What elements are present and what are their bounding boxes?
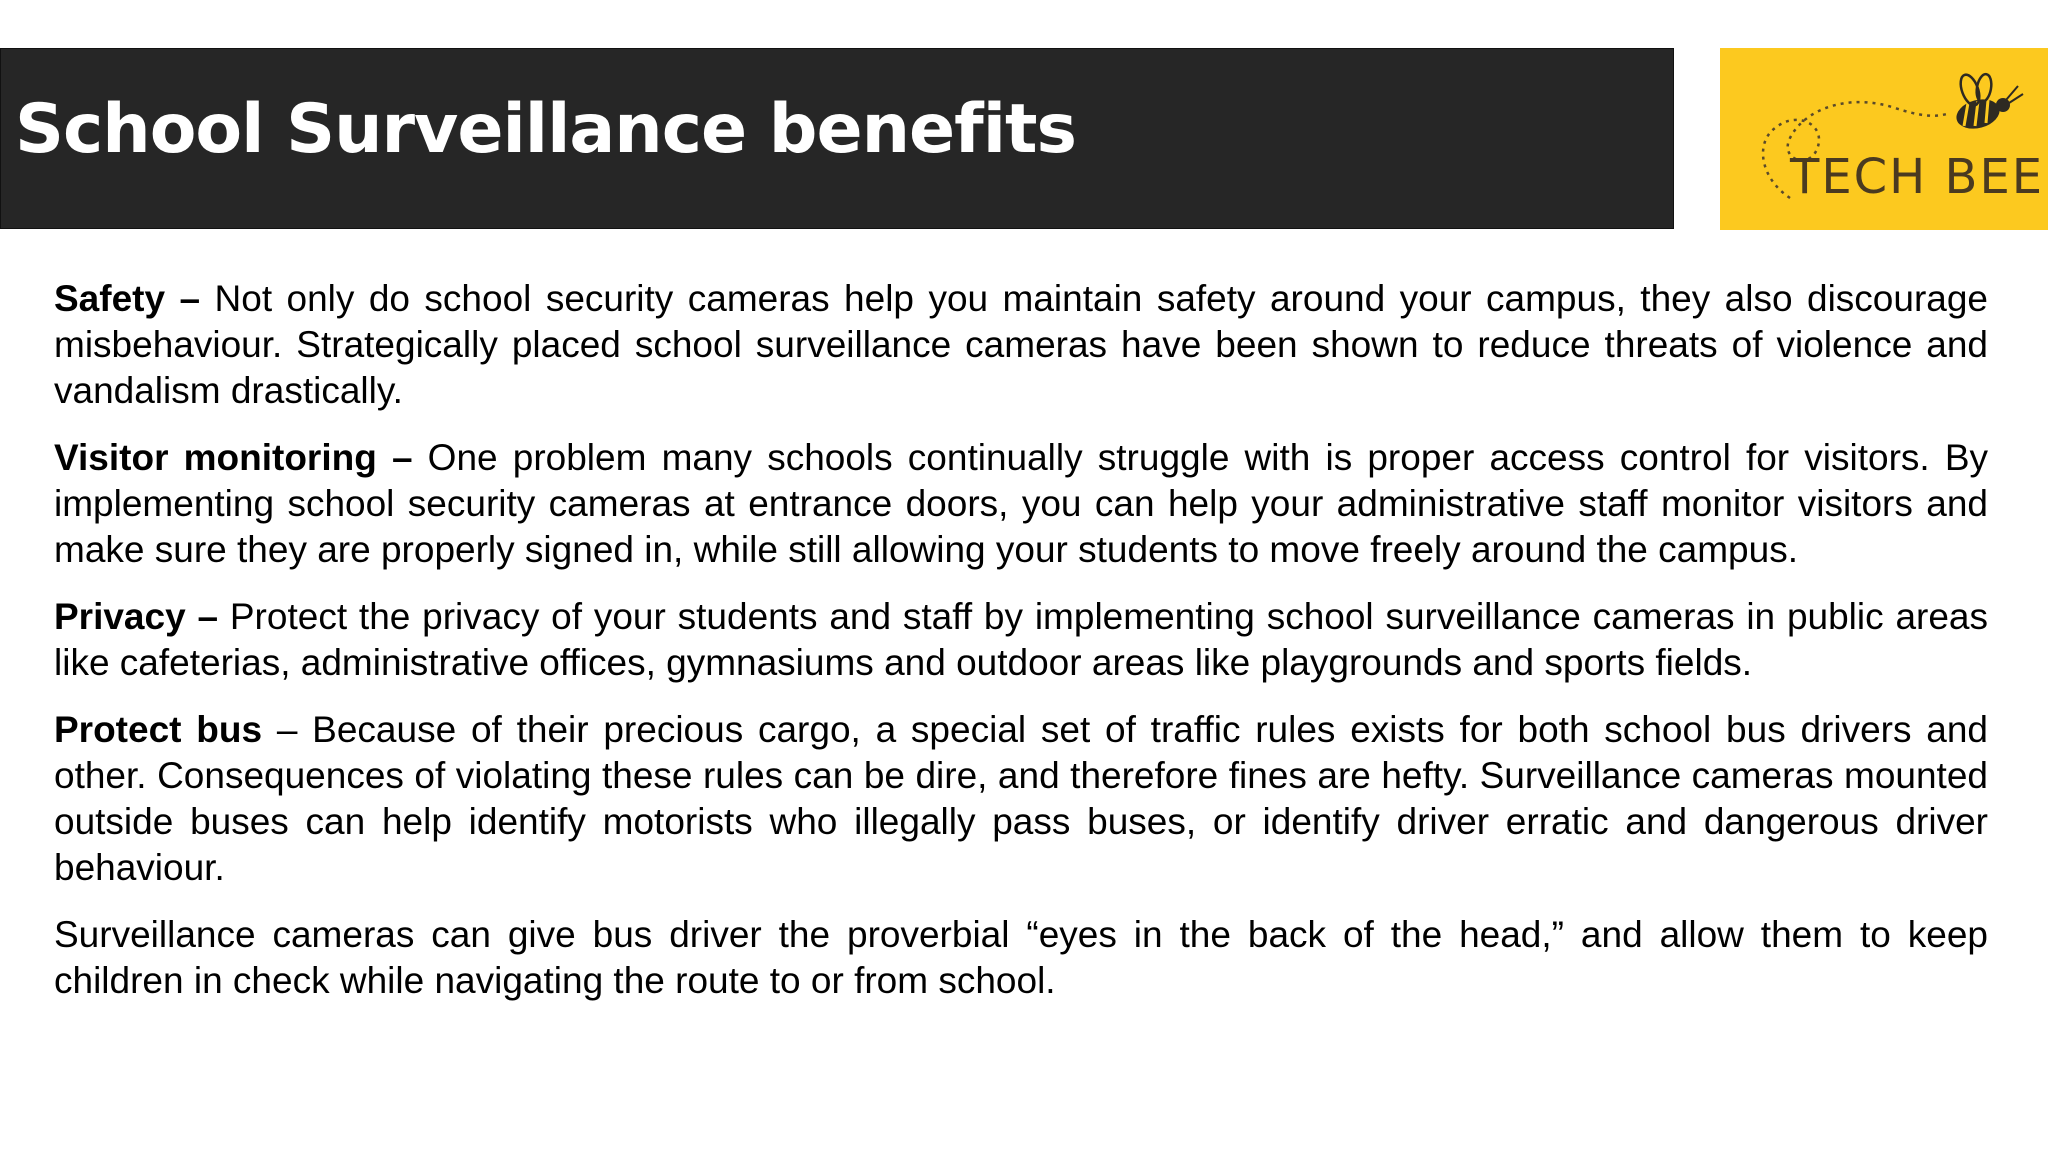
title-bar: [0, 48, 1674, 229]
paragraph-label: Privacy –: [54, 596, 219, 637]
paragraph-text: Not only do school security cameras help you maintain safety around your campus, they also discourage misbehaviour. Strategically placed school surveillance cameras have been shown to reduce threats of violence and vandalism drastically.: [54, 278, 1988, 411]
paragraph-text: Surveillance cameras can give bus driver the proverbial “eyes in the back of the head,” and allow them to keep children in check while navigating the route to or from school.: [54, 914, 1988, 1001]
logo-text: TECH BEE: [1790, 149, 2045, 205]
paragraph-bus-driver: [54, 912, 1988, 1004]
page-title: School Surveillance benefits: [15, 90, 1076, 169]
paragraph-text: Protect the privacy of your students and staff by implementing school surveillance cameras in public areas like cafeterias, administrative offices, gymnasiums and outdoor areas like playgrounds and sports fields.: [54, 596, 1988, 683]
paragraph-text: – Because of their precious cargo, a special set of traffic rules exists for both school bus drivers and other. Consequences of violating these rules can be dire, and therefore fines are hefty. Surveillance cameras mounted outside buses can help identify motorists who illegally pass buses, or identify driver erratic and dangerous driver behaviour.: [54, 709, 1989, 888]
body-content: [54, 276, 1988, 1025]
paragraph-privacy: [54, 594, 1988, 686]
paragraph-text: One problem many schools continually struggle with is proper access control for visitors. By implementing school security cameras at entrance doors, you can help your administrative staff monitor visitors and make sure they are properly signed in, while still allowing your students to move freely around the campus.: [54, 437, 1988, 570]
paragraph-label: Visitor monitoring –: [54, 437, 413, 478]
paragraph-visitor-monitoring: [54, 435, 1988, 573]
paragraph-label: Protect bus: [54, 709, 263, 750]
paragraph-protect-bus: [54, 707, 1988, 891]
tech-bee-logo: [1720, 48, 2048, 230]
paragraph-safety: [54, 276, 1988, 414]
paragraph-label: Safety –: [54, 278, 201, 319]
